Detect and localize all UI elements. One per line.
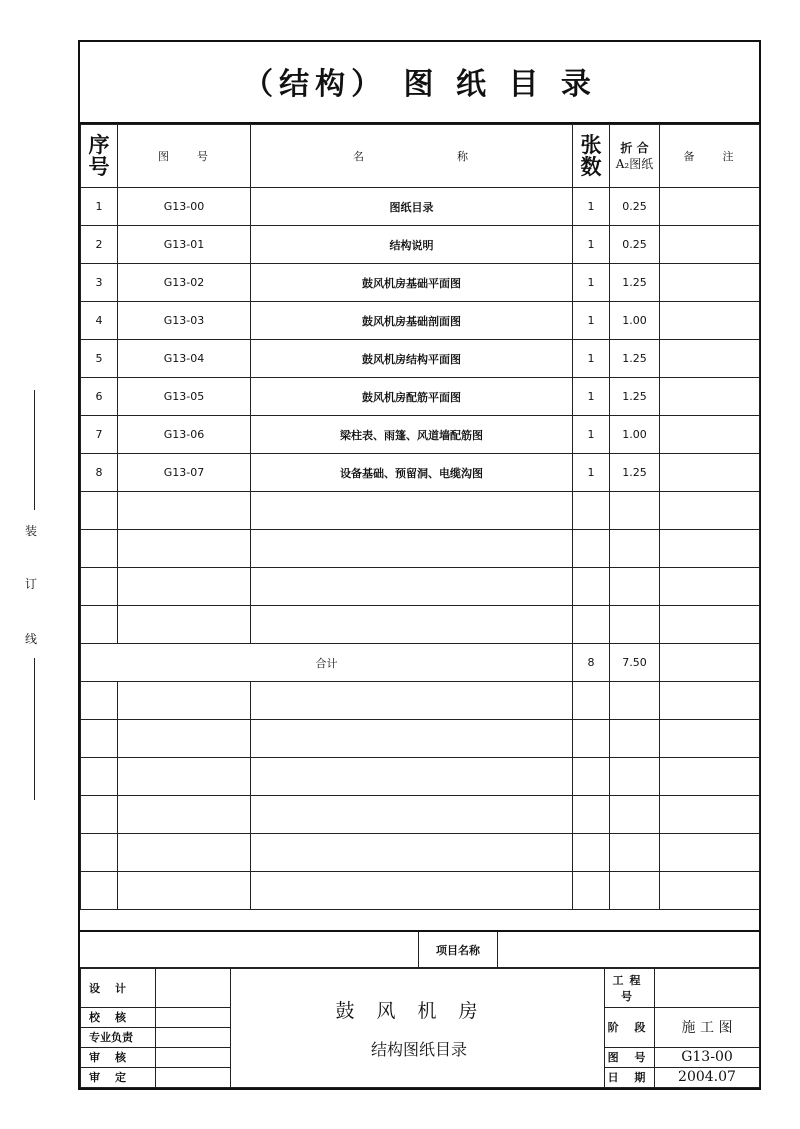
header-name: 名 称 (251, 125, 573, 188)
row-a2: 1.25 (610, 340, 660, 378)
table-row-empty (81, 872, 760, 910)
drawing-index-table (80, 124, 760, 910)
binding-char: 订 (25, 577, 38, 591)
project-name-row (80, 930, 759, 968)
designer-value (156, 969, 231, 1008)
total-a2: 7.50 (610, 644, 660, 682)
row-name: 鼓风机房结构平面图 (251, 340, 573, 378)
binding-line-top (34, 390, 35, 510)
table-row-empty (81, 606, 760, 644)
total-label: 合计 (81, 644, 573, 682)
header-a2: 折 合 A₂图纸 (610, 125, 660, 188)
stage-label: 阶 段 (605, 1007, 655, 1047)
row-seq: 2 (81, 226, 118, 264)
row-a2: 1.25 (610, 264, 660, 302)
table-row-empty (81, 568, 760, 606)
row-seq: 1 (81, 188, 118, 226)
table-row-empty (81, 796, 760, 834)
header-remarks: 备 注 (660, 125, 760, 188)
table-row (81, 340, 760, 378)
date-label: 日 期 (605, 1067, 655, 1087)
total-row (81, 644, 760, 682)
row-seq: 4 (81, 302, 118, 340)
row-remarks (660, 302, 760, 340)
row-remarks (660, 226, 760, 264)
table-header-row (81, 125, 760, 188)
table-row-empty (81, 834, 760, 872)
reviewer-label: 审 核 (81, 1047, 156, 1067)
row-sheets: 1 (573, 340, 610, 378)
table-row-empty (81, 758, 760, 796)
stage-value: 施 工 图 (655, 1007, 760, 1047)
row-a2: 0.25 (610, 188, 660, 226)
row-seq: 3 (81, 264, 118, 302)
header-sheets: 张 数 (573, 125, 610, 188)
row-name: 设备基础、预留洞、电缆沟图 (251, 454, 573, 492)
row-seq: 6 (81, 378, 118, 416)
row-name: 结构说明 (251, 226, 573, 264)
row-a2: 1.00 (610, 416, 660, 454)
drawing-no-value: G13-00 (655, 1047, 760, 1067)
row-remarks (660, 264, 760, 302)
table-row-empty (81, 720, 760, 758)
row-a2: 0.25 (610, 226, 660, 264)
table-row (81, 454, 760, 492)
row-name: 鼓风机房基础平面图 (251, 264, 573, 302)
row-a2: 1.25 (610, 378, 660, 416)
row-sheets: 1 (573, 264, 610, 302)
row-name: 图纸目录 (251, 188, 573, 226)
discipline-lead-label: 专业负责 (81, 1027, 156, 1047)
drawing-no-label: 图 号 (605, 1047, 655, 1067)
row-remarks (660, 188, 760, 226)
table-row-empty (81, 682, 760, 720)
binding-line-bottom (34, 658, 35, 800)
table-row (81, 302, 760, 340)
project-no-label: 工程号 (605, 969, 655, 1008)
total-sheets: 8 (573, 644, 610, 682)
row-name: 梁柱表、雨篷、风道墙配筋图 (251, 416, 573, 454)
row-remarks (660, 340, 760, 378)
binding-margin (20, 390, 50, 800)
row-drawing-no: G13-05 (118, 378, 251, 416)
row-name: 鼓风机房配筋平面图 (251, 378, 573, 416)
binding-char: 装 (25, 524, 38, 538)
date-value: 2004.07 (655, 1067, 760, 1087)
row-a2: 1.00 (610, 302, 660, 340)
row-remarks (660, 454, 760, 492)
project-cell (231, 969, 605, 1088)
row-drawing-no: G13-04 (118, 340, 251, 378)
row-sheets: 1 (573, 302, 610, 340)
row-seq: 7 (81, 416, 118, 454)
table-row (81, 416, 760, 454)
row-name: 鼓风机房基础剖面图 (251, 302, 573, 340)
row-sheets: 1 (573, 188, 610, 226)
row-sheets: 1 (573, 454, 610, 492)
table-row (81, 226, 760, 264)
row-seq: 8 (81, 454, 118, 492)
row-drawing-no: G13-06 (118, 416, 251, 454)
row-drawing-no: G13-00 (118, 188, 251, 226)
table-row (81, 188, 760, 226)
row-sheets: 1 (573, 226, 610, 264)
row-drawing-no: G13-01 (118, 226, 251, 264)
binding-char: 线 (25, 632, 38, 646)
project-name-label: 项目名称 (418, 932, 498, 967)
title-block (80, 968, 760, 1088)
row-a2: 1.25 (610, 454, 660, 492)
row-remarks (660, 378, 760, 416)
approver-label: 审 定 (81, 1067, 156, 1087)
row-sheets: 1 (573, 416, 610, 454)
row-remarks (660, 416, 760, 454)
drawing-title: 结构图纸目录 (371, 1040, 468, 1059)
table-row-empty (81, 492, 760, 530)
table-row (81, 264, 760, 302)
project-name: 鼓风机房 (335, 1000, 500, 1022)
row-drawing-no: G13-07 (118, 454, 251, 492)
header-seq: 序 号 (81, 125, 118, 188)
row-seq: 5 (81, 340, 118, 378)
header-drawing-no: 图 号 (118, 125, 251, 188)
row-drawing-no: G13-03 (118, 302, 251, 340)
row-sheets: 1 (573, 378, 610, 416)
page-title: （结构） 图 纸 目 录 (80, 40, 760, 124)
designer-label: 设 计 (81, 969, 156, 1008)
checker-label: 校 核 (81, 1007, 156, 1027)
table-row-empty (81, 530, 760, 568)
project-no-value (655, 969, 760, 1008)
table-row (81, 378, 760, 416)
row-drawing-no: G13-02 (118, 264, 251, 302)
